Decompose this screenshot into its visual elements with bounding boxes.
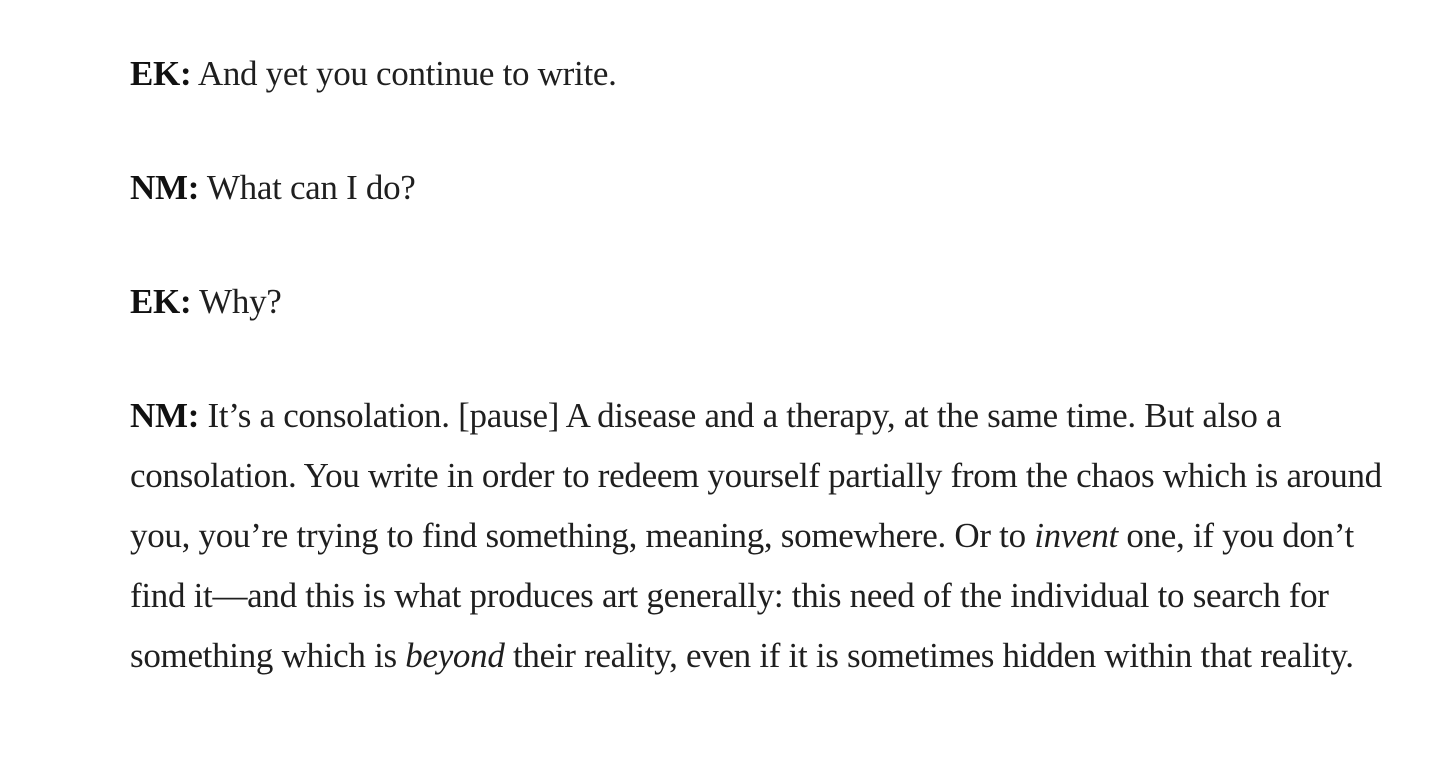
exchange-text: It’s a consolation. [pause] A disease and a therapy, at the same time. But also a consolation. You write in order to redeem yourself partially from the chaos which is around you, you’re trying to find something, meaning, somewhere. Or to: [130, 396, 1382, 555]
exchange-text: one, if you don’t find it—and this is what produces art generally: this need of the individual to search for something which is: [130, 516, 1354, 675]
exchange-paragraph: [130, 44, 1400, 104]
exchange-paragraph: [130, 158, 1400, 218]
exchange-text: And yet you continue to write.: [197, 54, 617, 93]
exchange-paragraph: [130, 386, 1400, 686]
interview-transcript: [130, 44, 1400, 740]
emphasis-text: invent: [1034, 516, 1118, 555]
speaker-label: NM:: [130, 168, 200, 207]
exchange-text: What can I do?: [206, 168, 416, 207]
emphasis-text: beyond: [405, 636, 505, 675]
speaker-label: NM:: [130, 396, 200, 435]
exchange-text: Why?: [199, 282, 282, 321]
exchange-text: their reality, even if it is sometimes hidden within that reality.: [504, 636, 1354, 675]
exchange-paragraph: [130, 272, 1400, 332]
speaker-label: EK:: [130, 282, 192, 321]
speaker-label: EK:: [130, 54, 192, 93]
